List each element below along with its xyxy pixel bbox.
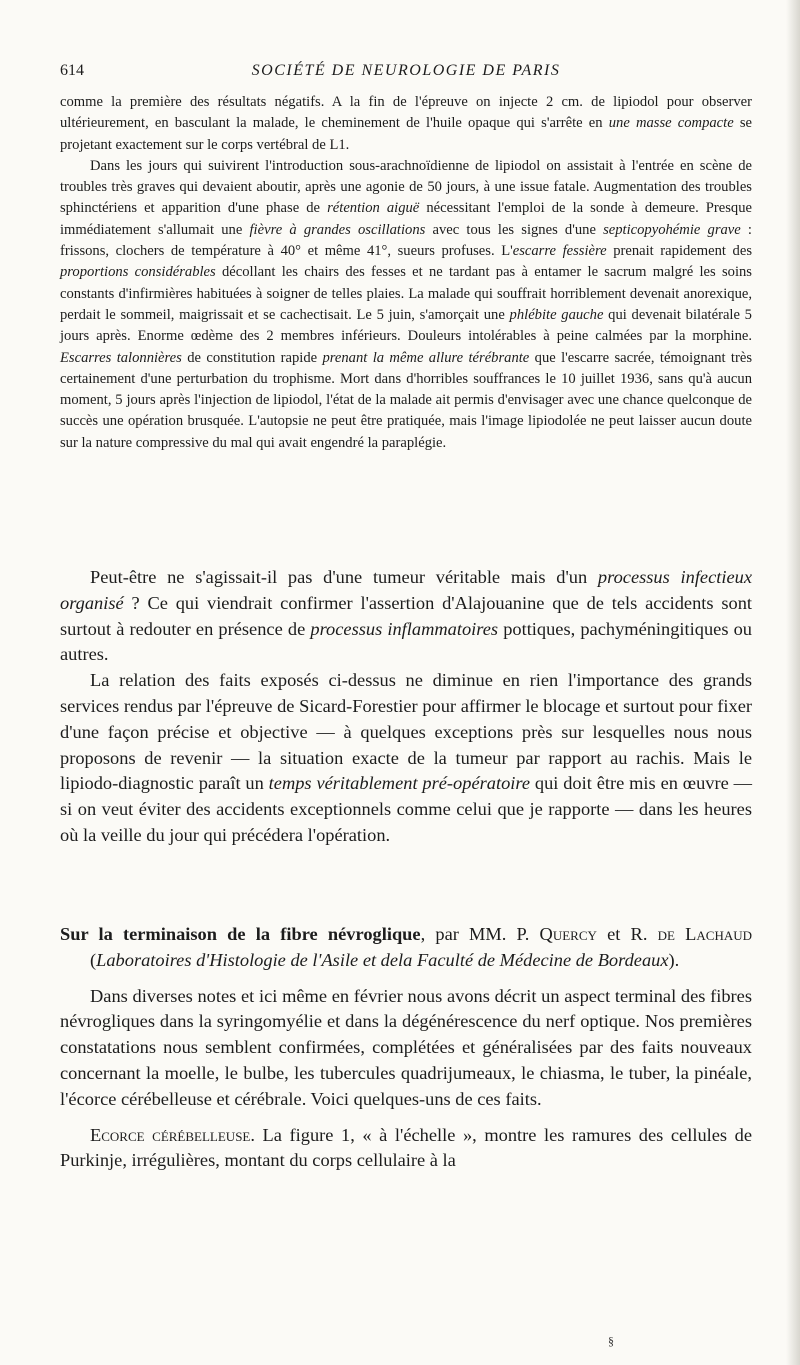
paragraph xyxy=(60,984,752,1113)
text-run: ). xyxy=(668,949,680,970)
text-run: Dans diverses notes et ici même en février nous avons décrit un aspect terminal des fibres névrogliques dans la syringomyélie et dans la dégénérescence du nerf optique. Nos premières constatations nous semblent confirmées, complétées et généralisées par des faits nouveaux concernant la moelle, le bulbe, les tubercules quadrijumeaux, le chiasma, le tuber, la pinéale, l'écorce cérébelleuse et cérébrale. Voici quelques-uns de ces faits. xyxy=(60,985,752,1109)
text-run: qui devenait bilatérale 5 jours après. Enorme œdème des 2 membres inférieurs. Douleurs intolérables à peine calmées par la morphine. xyxy=(60,306,752,345)
text-run: Dans les jours qui suivirent l'introduction sous-arachnoïdienne de lipiodol on assistait à l'entrée en scène de troubles très graves qui devaient aboutir, après une agonie de 50 jours, à une issue fatale. Augmentation des troubles sphinctériens et apparition d'une phase de xyxy=(60,157,752,217)
smallcaps-run: Quercy xyxy=(539,924,597,944)
italic-run: proportions considérables xyxy=(60,264,216,281)
case-report-small-text xyxy=(60,92,752,454)
smallcaps-run: Ecorce cérébelleuse xyxy=(90,1124,251,1145)
italic-run: temps véritablement pré-opératoire xyxy=(268,773,531,794)
page-edge-shadow xyxy=(786,0,800,1365)
italic-run: processus inflammatoires xyxy=(310,618,499,639)
running-title: SOCIÉTÉ DE NEUROLOGIE DE PARIS xyxy=(251,62,561,79)
text-run: qui doit être mis en œuvre — si on veut éviter des accidents exceptionnels comme celui que je rapporte — dans les heures où la veille du jour qui précédera l'opération. xyxy=(60,773,752,845)
footer-mark: § xyxy=(608,1334,614,1348)
text-run: prenait rapidement des xyxy=(606,243,752,260)
italic-run: Laboratoires d'Histologie de l'Asile et dela Faculté de Médecine de Bordeaux xyxy=(96,949,669,970)
article-title xyxy=(60,922,752,974)
bold-run: Sur la terminaison de la fibre névroglique xyxy=(60,924,421,944)
discussion-text xyxy=(60,565,752,849)
page-number: 614 xyxy=(60,62,84,79)
paragraph xyxy=(60,92,752,156)
text-run: avec tous les signes d'une xyxy=(425,221,604,238)
italic-run: une masse compacte xyxy=(608,115,734,132)
italic-run: escarre fessière xyxy=(512,243,607,260)
text-run: que l'escarre sacrée, témoignant très certainement d'une perturbation du trophisme. Mort dans d'horribles souffrances le 10 juillet 1936, sans qu'à aucun moment, 5 jours après l'injection de lipiodol, l'état de la malade ait permis d'envisager avec une chance quelconque de succès une opération brusquée. L'autopsie ne peut être pratiquée, mais l'image lipiodolée ne peut laisser aucun doute sur la nature compressive du mal qui avait engendré la paraplégie. xyxy=(60,349,752,451)
italic-run: septicopyohémie grave xyxy=(603,221,741,238)
text-run: ? Ce qui viendrait confirmer l'assertion d'Alajouanine que de tels accidents sont surtout à redouter en présence de xyxy=(60,592,752,639)
italic-run: processus infectieux organisé xyxy=(60,567,752,613)
italic-run: Escarres talonnières xyxy=(60,349,182,366)
paragraph xyxy=(60,565,752,668)
paragraph xyxy=(60,156,752,454)
italic-run: rétention aiguë xyxy=(327,200,420,217)
italic-run: fièvre à grandes oscillations xyxy=(249,221,426,238)
text-run: de constitution rapide xyxy=(181,349,323,366)
text-run: et R. xyxy=(596,924,658,944)
italic-run: phlébite gauche xyxy=(509,306,604,323)
text-run: décollant les chairs des fesses et ne tardant pas à entamer le sacrum malgré les soins constants d'infirmières habituées à soigner de telles plaies. La malade qui souffrait horriblement devenait anorexique, perdait le sommeil, maigrissait et se cachectisait. Le 5 juin, s'amorçait une xyxy=(60,264,752,323)
text-run: : frissons, clochers de température à 40° et même 41°, sueurs profuses. L' xyxy=(60,221,752,260)
text-run: . La figure 1, « à l'échelle », montre les ramures des cellules de Purkinje, irrégulières, montant du corps cellulaire à la xyxy=(60,1124,752,1171)
text-run: comme la première des résultats négatifs. A la fin de l'épreuve on injecte 2 cm. de lipiodol pour observer ultérieurement, en basculant la malade, le cheminement de l'huile opaque qui s'arrête en xyxy=(60,94,752,132)
text-run: se projetant exactement sur le corps vertébral de L1. xyxy=(60,115,753,153)
text-run: La relation des faits exposés ci-dessus ne diminue en rien l'importance des grands services rendus par l'épreuve de Sicard-Forestier pour affirmer le blocage et surtout pour fixer d'une façon précise et objective — à quelques exceptions près sur lesquelles nous nous proposons de revenir — la situation exacte de la tumeur par rapport au rachis. Mais le lipiodo-diagnostic paraît un xyxy=(60,670,752,794)
text-run: nécessitant l'emploi de la sonde à demeure. Presque immédiatement s'allumait une xyxy=(60,200,752,238)
text-run: pottiques, pachyméningitiques ou autres. xyxy=(60,618,752,665)
text-run: ( xyxy=(90,949,97,970)
smallcaps-run: de Lachaud xyxy=(657,924,752,944)
italic-run: prenant la même allure térébrante xyxy=(322,349,530,366)
page-header xyxy=(60,62,752,84)
paragraph xyxy=(60,1123,752,1175)
paragraph xyxy=(60,668,752,849)
text-run: Peut-être ne s'agissait-il pas d'une tumeur véritable mais d'un xyxy=(90,567,598,587)
text-run: , par MM. P. xyxy=(420,924,540,944)
article-section xyxy=(60,922,752,1184)
